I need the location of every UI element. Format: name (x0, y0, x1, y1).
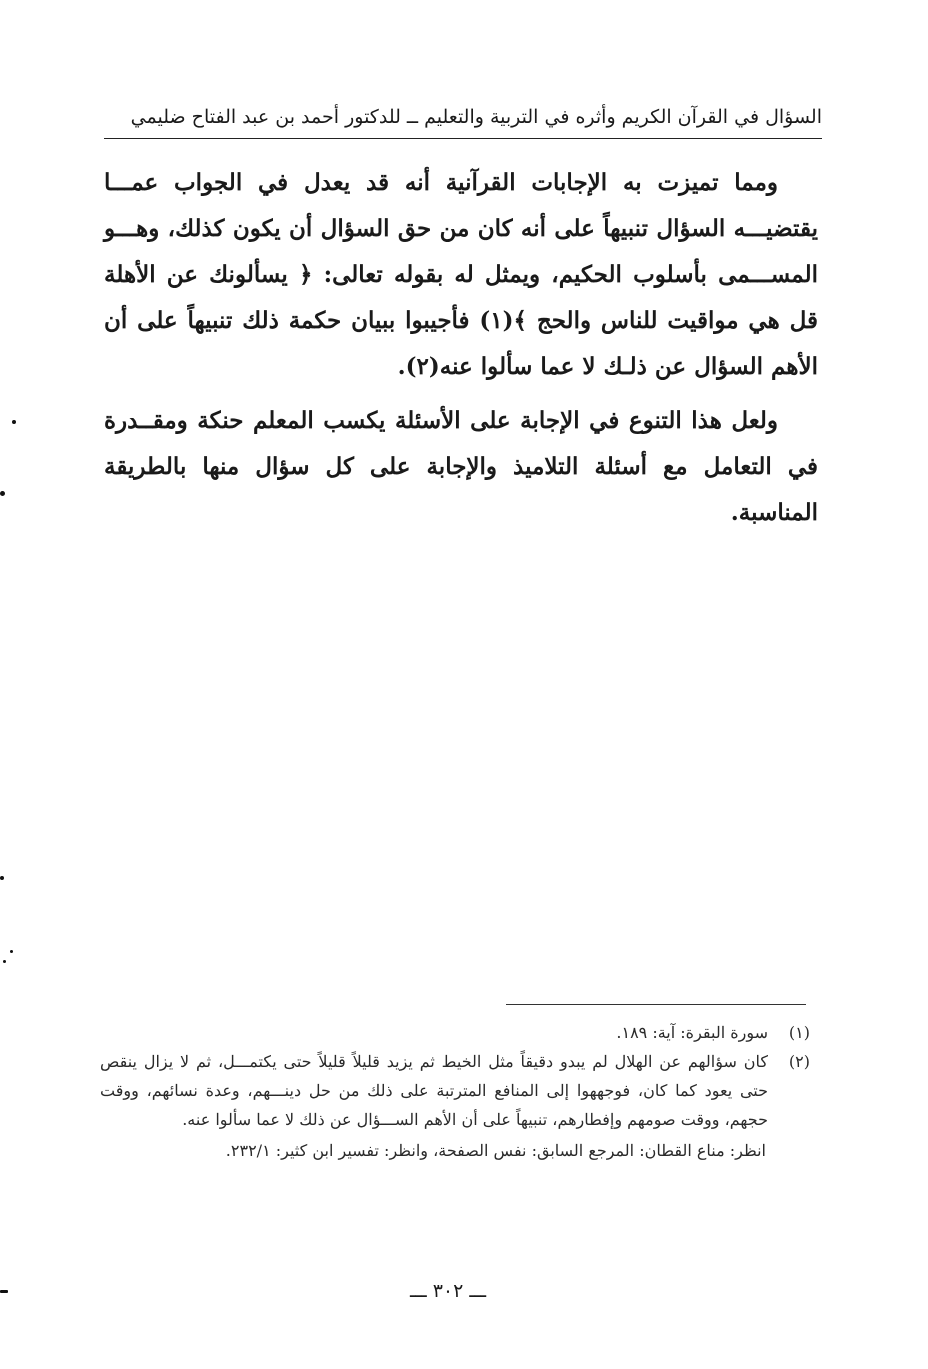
footnote-number: (٢) (788, 1052, 810, 1071)
footnote-number: (١) (788, 1023, 810, 1042)
scan-speck (0, 491, 5, 496)
scan-speck (12, 420, 16, 424)
scan-speck (10, 950, 13, 953)
footnote-text: كان سؤالهم عن الهلال لم يبدو دقيقاً مثل الخيط ثم يزيد قليلاً قليلاً حتى يكتمـــل، ثم لا يزال ينقص حتى يعود كما كان، فوجههوا إلى المنافع المترتبة على ذلك من حل دينـــهم، وعدة نسائهم، ووقت حجهم، ووقت صومهم وإفطارهم، تنبيهاً على أن الأهم الســـؤال عن ذلك لا عما سألوا عنه. (100, 1052, 768, 1129)
scan-speck (0, 1290, 8, 1293)
footnote-text: سورة البقرة: آية: ١٨٩. (616, 1023, 768, 1042)
page-number: ـــ ٣٠٢ ـــ (409, 1280, 487, 1302)
footnote (100, 1047, 810, 1134)
footnote (100, 1018, 810, 1047)
footnotes (100, 1018, 810, 1165)
header-rule (104, 138, 822, 139)
main-text (104, 160, 818, 536)
footnote-rule (506, 1004, 806, 1005)
paragraph: ولعل هذا التنوع في الإجابة على الأسئلة يكسب المعلم حنكة ومقــدرة في التعامل مع أسئلة التلاميذ والإجابة على كل سؤال منها بالطريقة المناسبة. (104, 407, 818, 526)
paragraph: ومما تميزت به الإجابات القرآنية أنه قد يعدل في الجواب عمـــا يقتضيـــه السؤال تنبيهاً على أنه كان من حق السؤال أن يكون كذلك، وهـــو المســـمى بأسلوب الحكيم، ويمثل له بقوله تعالى: ﴿ يسألونك عن الأهلة قل هي مواقيت للناس والحج ﴾(١) فأجيبوا ببيان حكمة ذلك تنبيهاً على أن الأهم السؤال عن ذلـك لا عما سألوا عنه(٢). (104, 169, 818, 380)
running-header: السؤال في القرآن الكريم وأثره في التربية والتعليم ــ للدكتور أحمد بن عبد الفتاح ضليمي (130, 106, 822, 128)
scan-speck (0, 876, 4, 880)
footnote-source: انظر: مناع القطان: المرجع السابق: نفس الصفحة، وانظر: تفسير ابن كثير: ٢٣٢/١. (225, 1141, 766, 1160)
scan-speck (3, 960, 6, 963)
